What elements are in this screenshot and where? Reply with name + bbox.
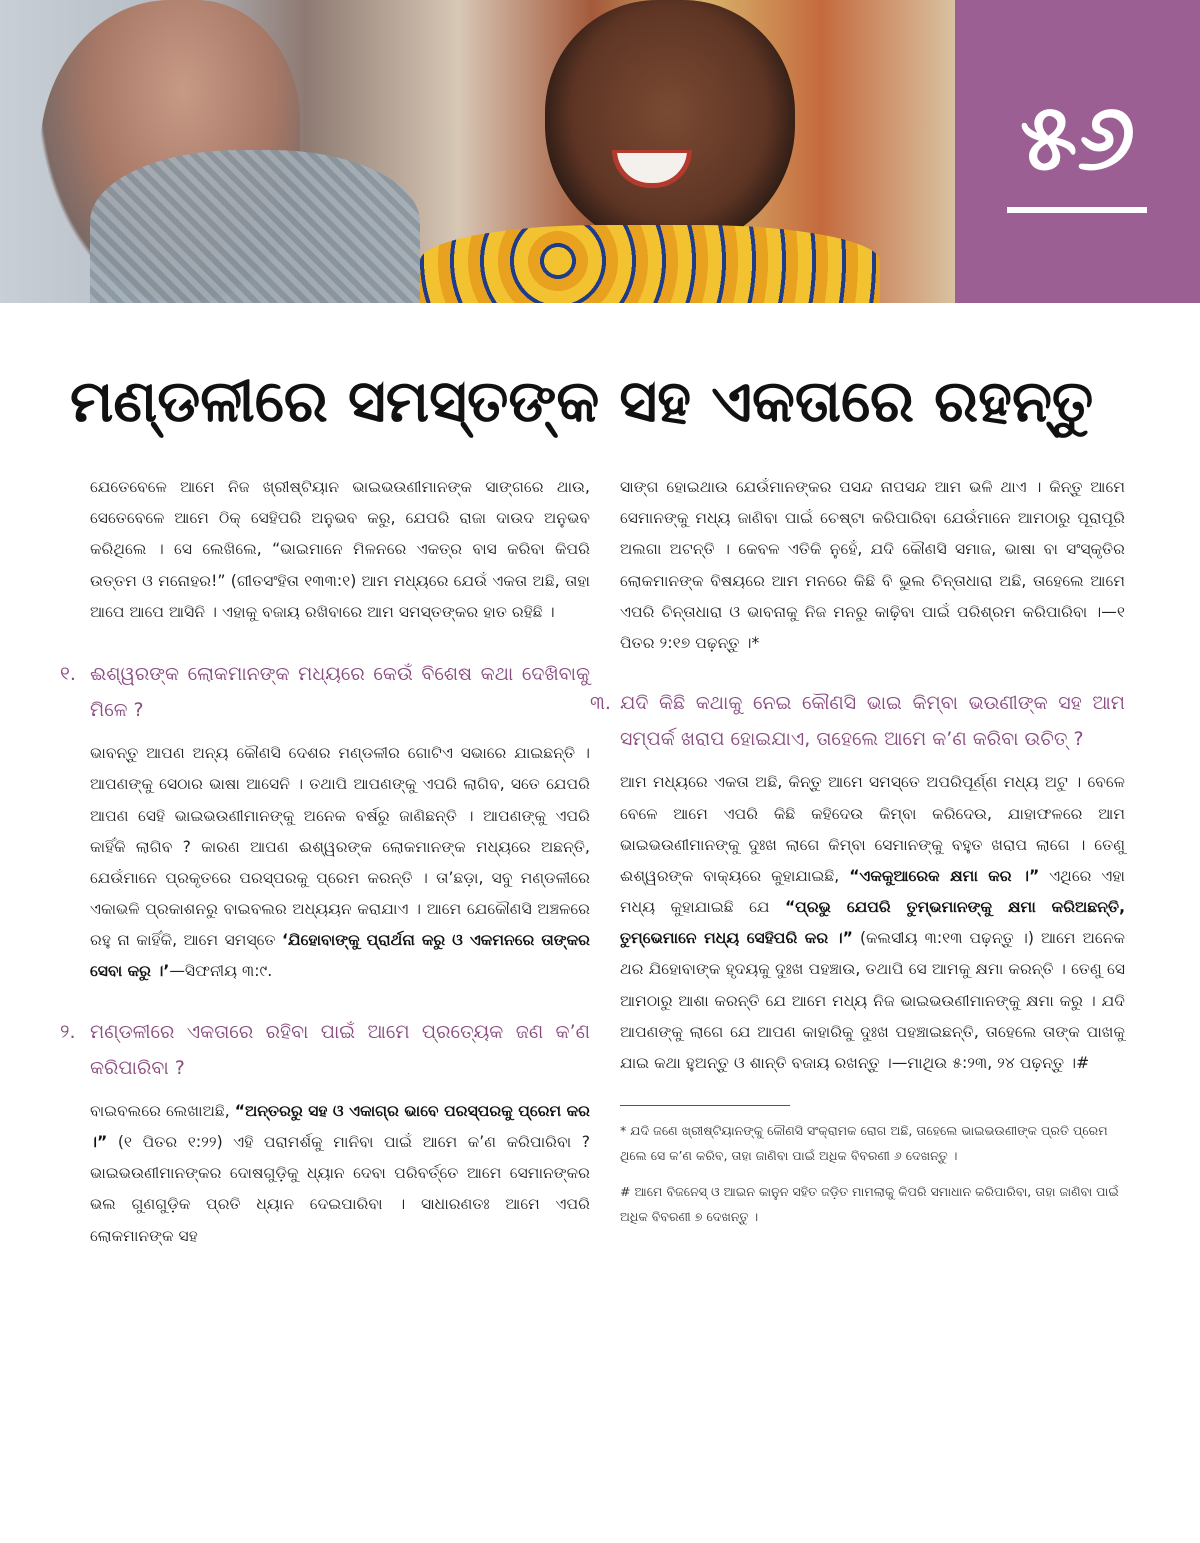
answer-3	[620, 767, 1125, 1079]
footnote-1: * ଯଦି ଜଣେ ଖ୍ରୀଷ୍ଟିୟାନଙ୍କୁ କୌଣସି ସଂକ୍ରାମକ ରୋଗ ଅଛି, ତାହେଲେ ଭାଇଭଉଣୀଙ୍କ ପ୍ରତି ପ୍ରେମ ଥିଲେ ସେ କ’ଣ କରିବ, ତାହା ଜାଣିବା ପାଇଁ ଅଧିକ ବିବରଣୀ ୬ ଦେଖନ୍ତୁ ।	[620, 1123, 1108, 1164]
photo-shoulder-left	[90, 150, 420, 303]
answer-3-text-b: ଏଥିରେ ଏହା ମଧ୍ୟ କୁହାଯାଇଛି ଯେ	[620, 866, 1125, 917]
lesson-number-box	[955, 0, 1200, 303]
answer-1	[90, 738, 590, 988]
photo-dress	[420, 225, 880, 303]
footnote-2: # ଆମେ ବିଜନେସ୍‌ ଓ ଆଇନ କାନୁନ ସହିତ ଜଡ଼ିତ ମାମଲାକୁ କିପରି ସମାଧାନ କରିପାରିବା, ତାହା ଜାଣିବା ପାଇଁ ଅଧିକ ବିବରଣୀ ୭ ଦେଖନ୍ତୁ ।	[620, 1183, 1119, 1224]
header-photo	[0, 0, 955, 303]
question-2-text: ମଣ୍ଡଳୀରେ ଏକତାରେ ରହିବା ପାଇଁ ଆମେ ପ୍ରତ୍ୟେକ ଜଣ କ’ଣ କରିପାରିବା ?	[90, 1020, 590, 1079]
footnote-divider	[620, 1105, 790, 1106]
question-1	[60, 656, 590, 728]
question-1-text: ଈଶ୍ୱରଙ୍କ ଲୋକମାନଙ୍କ ମଧ୍ୟରେ କେଉଁ ବିଶେଷ କଥା ଦେଖିବାକୁ ମିଳେ ?	[90, 662, 590, 722]
photo-person-smiling	[545, 0, 795, 250]
question-3	[590, 685, 1125, 757]
intro-paragraph: ଯେତେବେଳେ ଆମେ ନିଜ ଖ୍ରୀଷ୍ଟିୟାନ ଭାଇଭଉଣୀମାନଙ୍କ ସାଙ୍ଗରେ ଥାଉ, ସେତେବେଳେ ଆମେ ଠିକ୍‌ ସେହିପରି ଅନୁଭବ କରୁ, ଯେପରି ରାଜା ଦାଉଦ ଅନୁଭବ କରିଥିଲେ । ସେ ଲେଖିଲେ, “ଭାଇମାନେ ମିଳନରେ ଏକତ୍ର ବାସ କରିବା କିପରି ଉତ୍ତମ ଓ ମନୋହର!” (ଗୀତସଂହିତା ୧୩୩:୧) ଆମ ମଧ୍ୟରେ ଯେଉଁ ଏକତା ଅଛି, ତାହା ଆପେ ଆପେ ଆସିନି । ଏହାକୁ ବଜାୟ ରଖିବାରେ ଆମ ସମସ୍ତଙ୍କର ହାତ ରହିଛି ।	[90, 478, 590, 621]
page-title: ମଣ୍ଡଳୀରେ ସମସ୍ତଙ୍କ ସହ ଏକତାରେ ରହନ୍ତୁ	[70, 367, 1094, 435]
question-1-number: ୧.	[60, 662, 76, 685]
lesson-number: ୫୬	[1019, 84, 1136, 191]
answer-1-bold: ‘ଯିହୋବାଙ୍କୁ ପ୍ରାର୍ଥନା କରୁ ଓ ଏକମନରେ ତାଙ୍କର ସେବା କରୁ ।’	[90, 931, 590, 981]
question-3-text: ଯଦି କିଛି କଥାକୁ ନେଇ କୌଣସି ଭାଇ କିମ୍ବା ଭଉଣୀଙ୍କ ସହ ଆମ ସମ୍ପର୍କ ଖରାପ ହୋଇଯାଏ, ତାହେଲେ ଆମେ କ’ଣ କରିବା ଉଚିତ୍‌ ?	[620, 692, 1125, 751]
question-2-number: ୨.	[60, 1020, 76, 1043]
question-3-number: ୩.	[590, 692, 611, 715]
answer-2-bold: “ଅନ୍ତରରୁ ସହ ଓ ଏକାଗ୍ର ଭାବେ ପରସ୍ପରକୁ ପ୍ରେମ କର ।”	[90, 1101, 590, 1151]
answer-2	[90, 1096, 590, 1252]
lesson-number-underline	[1007, 207, 1147, 213]
answer-3-text-a: ଆମ ମଧ୍ୟରେ ଏକତା ଅଛି, କିନ୍ତୁ ଆମେ ସମସ୍ତେ ଅପରିପୂର୍ଣ୍ଣ ମଧ୍ୟ ଅଟୁ । ବେଳେ ବେଳେ ଆମେ ଏପରି କିଛି କହିଦେଉ କିମ୍ବା କରିଦେଉ, ଯାହାଫଳରେ ଆମ ଭାଇଭଉଣୀମାନଙ୍କୁ ଦୁଃଖ ଲାଗେ କିମ୍ବା ସେମାନଙ୍କୁ ବହୁତ ଖରାପ ଲାଗେ । ତେଣୁ ଈଶ୍ୱରଙ୍କ ବାକ୍ୟରେ କୁହାଯାଇଛି,	[620, 773, 1125, 885]
answer-2-text-a: ବାଇବଲରେ ଲେଖାଅଛି,	[90, 1101, 235, 1120]
answer-3-bold-1: “ଏକକୁଆରେକ କ୍ଷମା କର ।”	[849, 866, 1040, 885]
answer-2-text-b: (୧ ପିତର ୧:୨୨) ଏହି ପରାମର୍ଶକୁ ମାନିବା ପାଇଁ ଆମେ କ’ଣ କରିପାରିବା ? ଭାଇଭଉଣୀମାନଙ୍କର ଦୋଷଗୁଡ଼ିକୁ ଧ୍ୟାନ ଦେବା ପରିବର୍ତ୍ତେ ଆମେ ସେମାନଙ୍କର ଭଲ ଗୁଣଗୁଡ଼ିକ ପ୍ରତି ଧ୍ୟାନ ଦେଇପାରିବା । ସାଧାରଣତଃ ଆମେ ଏପରି ଲୋକମାନଙ୍କ ସହ	[90, 1133, 590, 1245]
answer-1-text-a: ଭାବନ୍ତୁ ଆପଣ ଅନ୍ୟ କୌଣସି ଦେଶର ମଣ୍ଡଳୀର ଗୋଟିଏ ସଭାରେ ଯାଇଛନ୍ତି । ଆପଣଙ୍କୁ ସେଠାର ଭାଷା ଆସେନି । ତଥାପି ଆପଣଙ୍କୁ ଏପରି ଲାଗିବ, ସତେ ଯେପରି ଆପଣ ସେହି ଭାଇଭଉଣୀମାନଙ୍କୁ ଅନେକ ବର୍ଷରୁ ଜାଣିଛନ୍ତି । ଆପଣଙ୍କୁ ଏପରି କାହିଁକି ଲାଗିବ ? କାରଣ ଆପଣ ଈଶ୍ୱରଙ୍କ ଲୋକମାନଙ୍କ ମଧ୍ୟରେ ଅଛନ୍ତି, ଯେଉଁମାନେ ପ୍ରକୃତରେ ପରସ୍ପରକୁ ପ୍ରେମ କରନ୍ତି । ତା’ଛଡ଼ା, ସବୁ ମଣ୍ଡଳୀରେ ଏକାଭଳି ପ୍ରକାଶନରୁ ବାଇବଲର ଅଧ୍ୟୟନ କରାଯାଏ । ଆମେ ଯେକୌଣସି ଅଞ୍ଚଳରେ ରହୁ ନା କାହିଁକି, ଆମେ ସମସ୍ତେ	[90, 744, 590, 950]
right-column	[590, 472, 1125, 1239]
answer-3-text-c: (କଲସୀୟ ୩:୧୩ ପଢ଼ନ୍ତୁ ।) ଆମେ ଅନେକ ଥର ଯିହୋବାଙ୍କ ହୃଦୟକୁ ଦୁଃଖ ପହଞ୍ଚାଉ, ତଥାପି ସେ ଆମକୁ କ୍ଷମା କରନ୍ତି । ତେଣୁ ସେ ଆମଠାରୁ ଆଶା କରନ୍ତି ଯେ ଆମେ ମଧ୍ୟ ନିଜ ଭାଇଭଉଣୀମାନଙ୍କୁ କ୍ଷମା କରୁ । ଯଦି ଆପଣଙ୍କୁ ଲାଗେ ଯେ ଆପଣ କାହାରିକୁ ଦୁଃଖ ପହଞ୍ଚାଇଛନ୍ତି, ତାହେଲେ ତାଙ୍କ ପାଖକୁ ଯାଇ କଥା ହୁଅନ୍ତୁ ଓ ଶାନ୍ତି ବଜାୟ ରଖନ୍ତୁ ।—ମାଥିଉ ୫:୨୩, ୨୪ ପଢ଼ନ୍ତୁ ।#	[620, 929, 1125, 1072]
left-column	[60, 472, 590, 1278]
answer-1-text-b: —ସିଫନୀୟ ୩:୯.	[169, 962, 273, 981]
answer-2-continued: ସାଙ୍ଗ ହୋଇଥାଉ ଯେଉଁମାନଙ୍କର ପସନ୍ଦ ନାପସନ୍ଦ ଆମ ଭଳି ଥାଏ । କିନ୍ତୁ ଆମେ ସେମାନଙ୍କୁ ମଧ୍ୟ ଜାଣିବା ପାଇଁ ଚେଷ୍ଟା କରିପାରିବା ଯେଉଁମାନେ ଆମଠାରୁ ପୂରାପୂରି ଅଲଗା ଅଟନ୍ତି । କେବଳ ଏତିକି ନୁହେଁ, ଯଦି କୌଣସି ସମାଜ, ଭାଷା ବା ସଂସ୍କୃତିର ଲୋକମାନଙ୍କ ବିଷୟରେ ଆମ ମନରେ କିଛି ବି ଭୁଲ ଚିନ୍ତାଧାରା ଅଛି, ତାହେଲେ ଆମେ ଏପରି ଚିନ୍ତାଧାରା ଓ ଭାବନାକୁ ନିଜ ମନରୁ କାଢ଼ିବା ପାଇଁ ପରିଶ୍ରମ କରିପାରିବା ।—୧ ପିତର ୨:୧୭ ପଢ଼ନ୍ତୁ ।*	[620, 478, 1125, 652]
question-2	[60, 1014, 590, 1086]
answer-3-bold-2: “ପ୍ରଭୁ ଯେପରି ତୁମ୍ଭମାନଙ୍କୁ କ୍ଷମା କରିଅଛନ୍ତି, ତୁମ୍ଭେମାନେ ମଧ୍ୟ ସେହିପରି କର ।”	[620, 898, 1125, 948]
